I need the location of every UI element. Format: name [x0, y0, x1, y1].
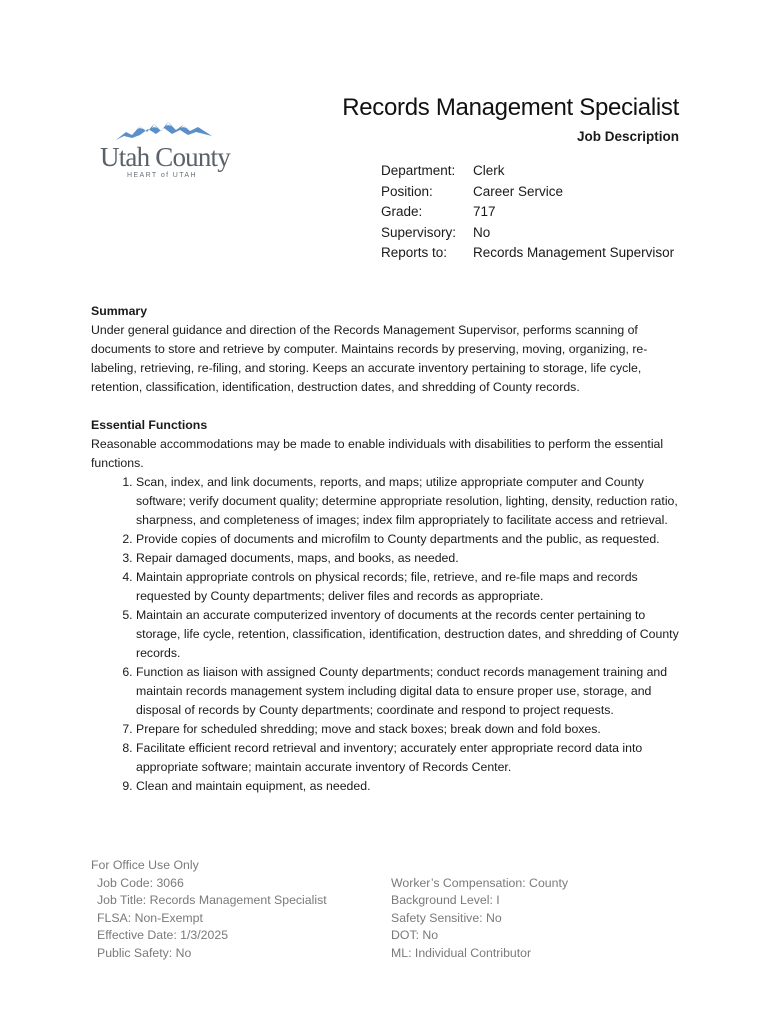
meta-value: No	[473, 224, 491, 240]
footer-left-column	[97, 875, 327, 963]
logo-name: Utah County	[100, 142, 230, 172]
meta-key: Position:	[381, 183, 433, 199]
meta-row-reports-to	[381, 243, 674, 264]
meta-value: Clerk	[473, 163, 505, 178]
footer-item: Effective Date: 1/3/2025	[97, 928, 229, 942]
utah-county-logo	[100, 120, 235, 182]
list-item: 6. Function as liaison with assigned County departments; conduct records management training and maintain records management system including digital data to ensure proper use, storage, and disposal of records by County departments; coordinate and respond to project requests.	[136, 663, 683, 720]
page-title: Records Management Specialist	[342, 94, 679, 121]
footer-item: Safety Sensitive: No	[391, 910, 502, 925]
essential-functions-list	[91, 473, 683, 796]
meta-value: Career Service	[473, 183, 564, 199]
job-meta	[381, 161, 674, 264]
meta-row-position	[381, 182, 674, 203]
list-item: 4. Maintain appropriate controls on physical records; file, retrieve, and re-file maps and records requested by County departments; deliver files and records as appropriate.	[136, 568, 683, 606]
footer-item: Job Title: Records Management Specialist	[97, 893, 327, 907]
footer-item: Worker’s Compensation: County	[391, 875, 569, 890]
meta-key: Supervisory:	[381, 224, 457, 240]
essential-functions-heading: Essential Functions	[91, 418, 208, 432]
footer-item: Public Safety: No	[97, 945, 192, 960]
list-item: 2. Provide copies of documents and microfilm to County departments and the public, as requested.	[136, 530, 683, 549]
footer-item: FLSA: Non-Exempt	[97, 910, 203, 925]
list-item: 9. Clean and maintain equipment, as needed.	[136, 777, 683, 796]
logo-tagline: HEART of UTAH	[127, 172, 197, 179]
meta-row-supervisory	[381, 223, 674, 244]
summary-heading: Summary	[91, 304, 148, 318]
meta-key: Grade:	[381, 204, 423, 219]
list-item: 8. Facilitate efficient record retrieval and inventory; accurately enter appropriate record data into appropriate software; maintain accurate inventory of Records Center.	[136, 739, 683, 777]
essential-functions-intro: Reasonable accommodations may be made to enable individuals with disabilities to perform the essential functions.	[91, 437, 664, 470]
footer-item: DOT: No	[391, 928, 439, 942]
meta-key: Department:	[381, 163, 456, 178]
footer-item: Background Level: I	[391, 893, 500, 907]
footer-item: Job Code: 3066	[97, 875, 184, 890]
meta-value: 717	[473, 204, 496, 219]
footer-heading: For Office Use Only	[91, 858, 199, 872]
list-item: 5. Maintain an accurate computerized inventory of documents at the records center pertaining to storage, life cycle, retention, classification, identification, destruction dates, and shredding of County records.	[136, 606, 683, 663]
footer-right-column	[391, 875, 568, 963]
meta-row-grade	[381, 202, 674, 223]
page-subtitle: Job Description	[576, 129, 679, 144]
list-item: 7. Prepare for scheduled shredding; move and stack boxes; break down and fold boxes.	[136, 720, 683, 739]
office-use-footer	[91, 857, 691, 960]
meta-key: Reports to:	[381, 245, 448, 260]
summary-text: Under general guidance and direction of the Records Management Supervisor, performs scanning of documents to store and retrieve by computer. Maintains records by preserving, moving, organizing, re-labeling, retrieving, re-filing, and storing. Keeps an accurate inventory pertaining to storage, life cycle, retention, classification, identification, destruction dates, and shredding of County records.	[91, 323, 648, 394]
document-body	[91, 302, 683, 796]
mountains-icon	[116, 120, 212, 142]
list-item: 3. Repair damaged documents, maps, and books, as needed.	[136, 549, 683, 568]
meta-value: Records Management Supervisor	[473, 245, 675, 260]
footer-item: ML: Individual Contributor	[391, 945, 532, 960]
meta-row-department	[381, 161, 674, 182]
list-item: 1. Scan, index, and link documents, reports, and maps; utilize appropriate computer and County software; verify document quality; determine appropriate resolution, lighting, density, reduction ratio, sharpness, and completeness of images; index film appropriately to facilitate access and retrieval.	[136, 473, 683, 530]
